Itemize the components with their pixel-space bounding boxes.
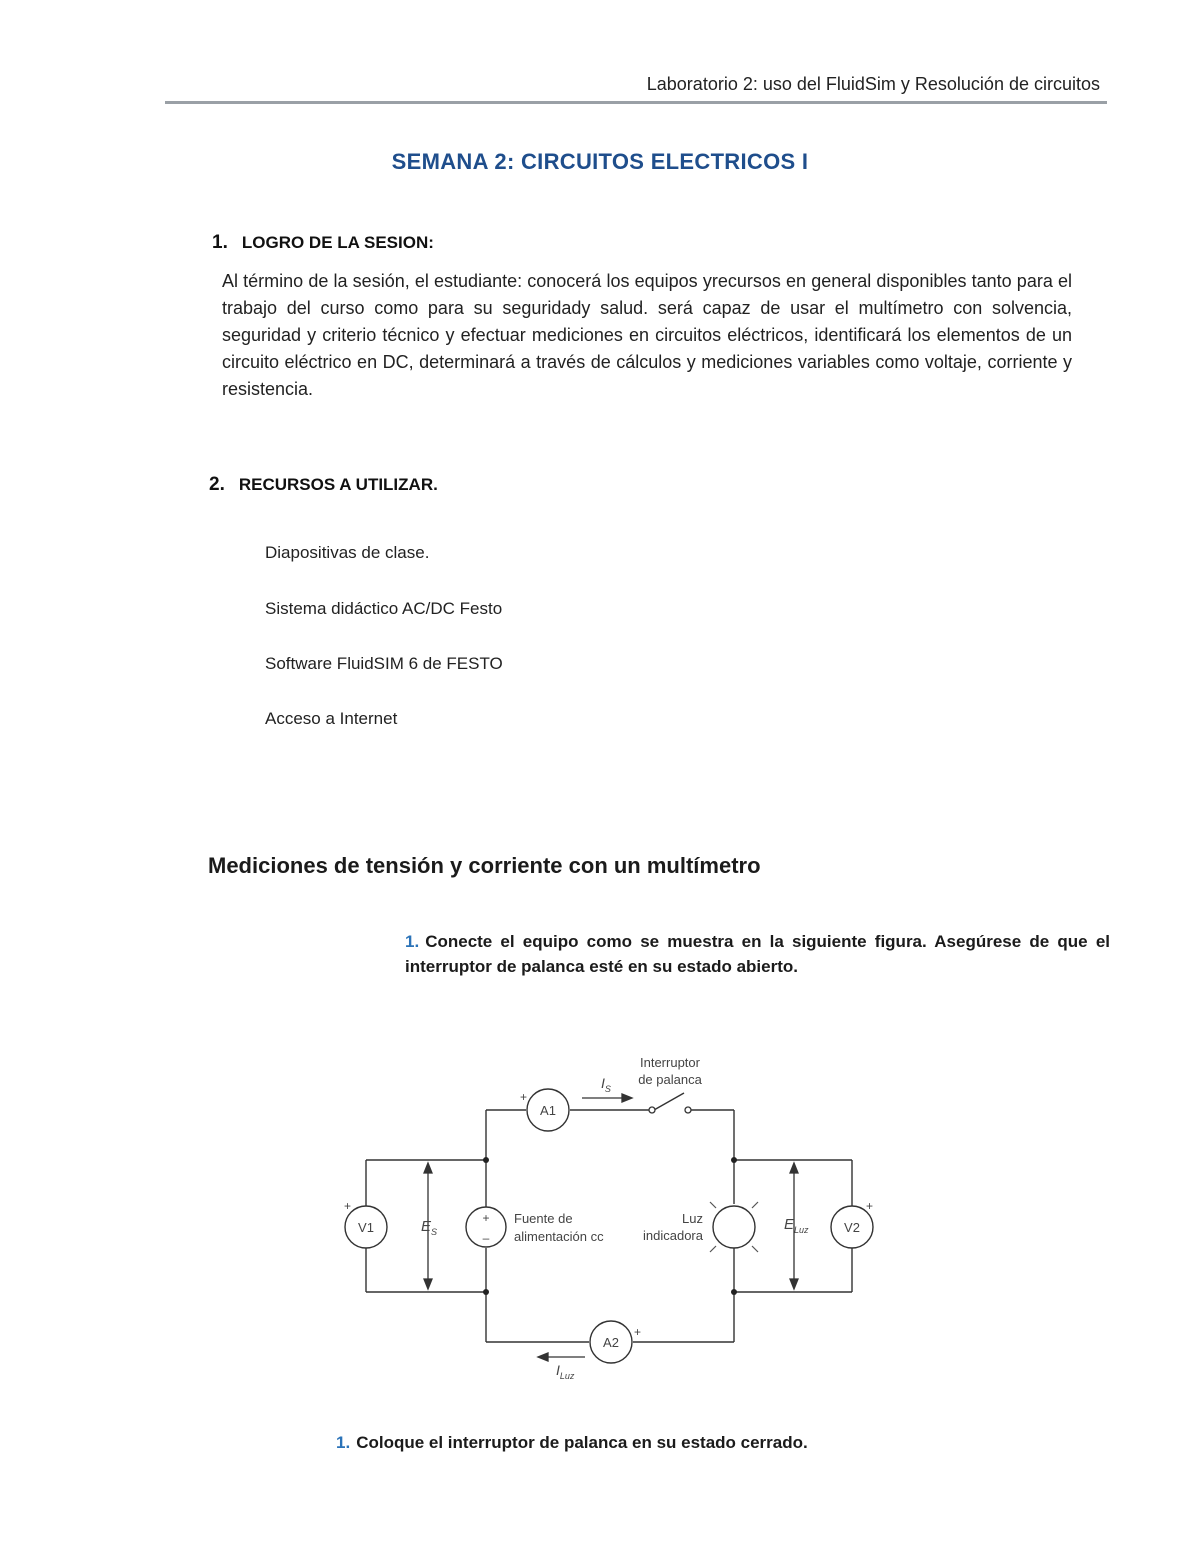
measurements-heading: Mediciones de tensión y corriente con un multímetro (208, 853, 761, 878)
source-label-line1: Fuente de (514, 1211, 573, 1226)
page-title: SEMANA 2: CIRCUITOS ELECTRICOS I (391, 149, 809, 174)
a1-plus: + (520, 1090, 528, 1104)
current-is-label: $I_S$ (601, 1075, 611, 1094)
voltage-es-label: $E_S$ (421, 1218, 438, 1237)
source-minus: – (482, 1231, 490, 1245)
step-1-text: Conecte el equipo como se muestra en la siguiente figura. Asegúrese de que el interruptor de palanca esté en su estado abierto. (405, 932, 1110, 976)
v1-plus: + (344, 1199, 352, 1213)
section-1-number: 1. (212, 232, 228, 253)
section-2-heading (209, 474, 438, 496)
step-1 (405, 929, 1110, 979)
source-plus: + (482, 1211, 490, 1225)
v2-plus: + (866, 1199, 874, 1213)
section-1-title: LOGRO DE LA SESION: (241, 233, 434, 252)
source-label-line2: alimentación cc (514, 1229, 604, 1244)
step-1-number: 1. (405, 932, 420, 951)
resource-item: Software FluidSIM 6 de FESTO (265, 654, 503, 673)
resource-item: Diapositivas de clase. (265, 543, 430, 562)
section-1-heading (212, 232, 434, 254)
v2-label: V2 (844, 1220, 860, 1235)
current-iluz-label: $I_{Luz}$ (556, 1362, 575, 1381)
switch-label-line1: Interruptor (640, 1055, 700, 1070)
section-2-title: RECURSOS A UTILIZAR. (238, 475, 438, 494)
indicator-light (713, 1206, 755, 1248)
step-2 (336, 1430, 808, 1455)
voltage-eluz-label: $E_{Luz}$ (784, 1216, 809, 1235)
light-label-line1: Luz (682, 1211, 703, 1226)
a1-label: A1 (540, 1103, 556, 1118)
resource-item: Acceso a Internet (265, 709, 398, 728)
resource-item: Sistema didáctico AC/DC Festo (265, 599, 503, 618)
light-label-line2: indicadora (643, 1228, 703, 1243)
a2-plus: + (634, 1325, 642, 1339)
toggle-switch (649, 1107, 691, 1113)
step-2-text: Coloque el interruptor de palanca en su estado cerrado. (356, 1433, 808, 1452)
section-1-paragraph: Al término de la sesión, el estudiante: conocerá los equipos yrecursos en general disponibles tanto para el trabajo del curso como para su seguridady salud. será capaz de usar el multímetro con solvencia, seguridad y criterio técnico y efectuar mediciones en circuitos eléctricos, identificará los elementos de un circuito eléctrico en DC, determinará a través de cálculos y mediciones variables como voltaje, corriente y resistencia. (222, 271, 1072, 399)
page-header: Laboratorio 2: uso del FluidSim y Resolución de circuitos (646, 74, 1100, 94)
switch-label-line2: de palanca (638, 1072, 702, 1087)
circuit-diagram (330, 1045, 890, 1390)
v1-label: V1 (358, 1220, 374, 1235)
section-2-number: 2. (209, 474, 225, 495)
a2-label: A2 (603, 1335, 619, 1350)
header-rule (165, 101, 1107, 104)
step-2-number: 1. (336, 1433, 351, 1452)
